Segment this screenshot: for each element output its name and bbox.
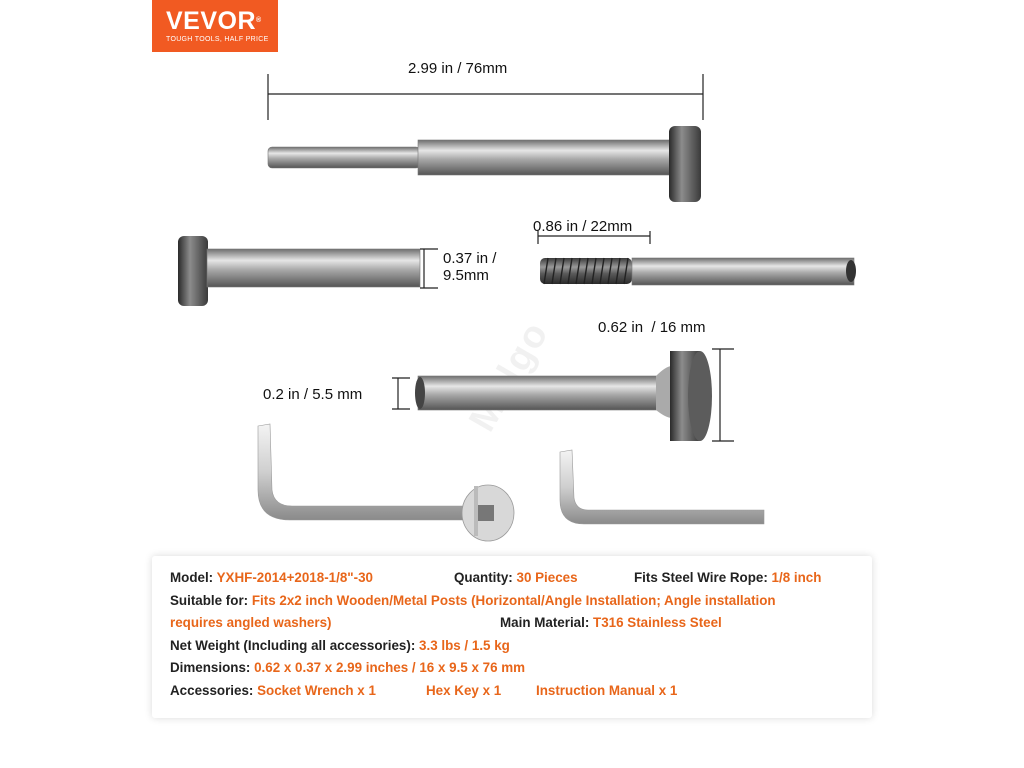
suitable-value-continued: requires angled washers) xyxy=(170,615,332,630)
spec-row-dimensions: Dimensions: 0.62 x 0.37 x 2.99 inches / 16 x 9.5 x 76 mm xyxy=(170,660,526,675)
bore-diameter-label: 0.2 in / 5.5 mm xyxy=(263,386,363,403)
spec-row-model: Model: YXHF-2014+2018-1/8"-30 Quantity: 30 Pieces Fits Steel Wire Rope: 1/8 inch xyxy=(170,570,822,585)
angle-terminal xyxy=(415,351,712,441)
socket-wrench xyxy=(258,424,514,541)
terminal-body xyxy=(178,236,420,306)
accessory-manual: Instruction Manual x 1 xyxy=(536,682,678,698)
length-label: 2.99 in / 76mm xyxy=(408,60,508,77)
accessory-socket-wrench: Socket Wrench x 1 xyxy=(257,682,376,698)
suitable-value: Fits 2x2 inch Wooden/Metal Posts (Horizontal/Angle Installation; Angle installation xyxy=(251,592,776,608)
model-value: YXHF-2014+2018-1/8"-30 xyxy=(216,570,373,585)
body-diameter-label: 0.37 in / 9.5mm xyxy=(443,250,497,284)
spec-panel xyxy=(152,556,872,718)
weight-value: 3.3 lbs / 1.5 kg xyxy=(419,637,510,653)
accessory-hex-key: Hex Key x 1 xyxy=(426,682,502,698)
hex-key xyxy=(560,450,764,524)
thread-length-label: 0.86 in / 22mm xyxy=(533,218,633,235)
dimensions-value: 0.62 x 0.37 x 2.99 inches / 16 x 9.5 x 76 mm xyxy=(254,660,526,675)
terminal-full-assembly xyxy=(268,126,701,202)
spec-row-accessories: Accessories: Socket Wrench x 1 Hex Key x 1 Instruction Manual x 1 xyxy=(170,682,678,698)
spec-row-suitable: Suitable for: Fits 2x2 inch Wooden/Metal Posts (Horizontal/Angle Installation; Angle installation xyxy=(170,592,776,608)
head-diameter-label: 0.62 in / 16 mm xyxy=(598,319,706,336)
threaded-stud xyxy=(538,231,856,285)
bore-bracket xyxy=(392,378,410,409)
spec-row-weight: Net Weight (Including all accessories): 3.3 lbs / 1.5 kg xyxy=(170,637,510,653)
quantity-value: 30 Pieces xyxy=(516,570,578,585)
rope-value: 1/8 inch xyxy=(771,570,822,585)
logo-tagline: TOUGH TOOLS, HALF PRICE xyxy=(166,36,269,43)
spec-row-material: requires angled washers) Main Material: T316 Stainless Steel xyxy=(170,615,722,630)
material-value: T316 Stainless Steel xyxy=(593,615,722,630)
head-diameter-bracket xyxy=(712,349,734,441)
logo-brand: VEVOR® xyxy=(166,7,262,35)
body-diameter-bracket xyxy=(420,249,438,288)
length-dimension-line xyxy=(268,74,703,120)
